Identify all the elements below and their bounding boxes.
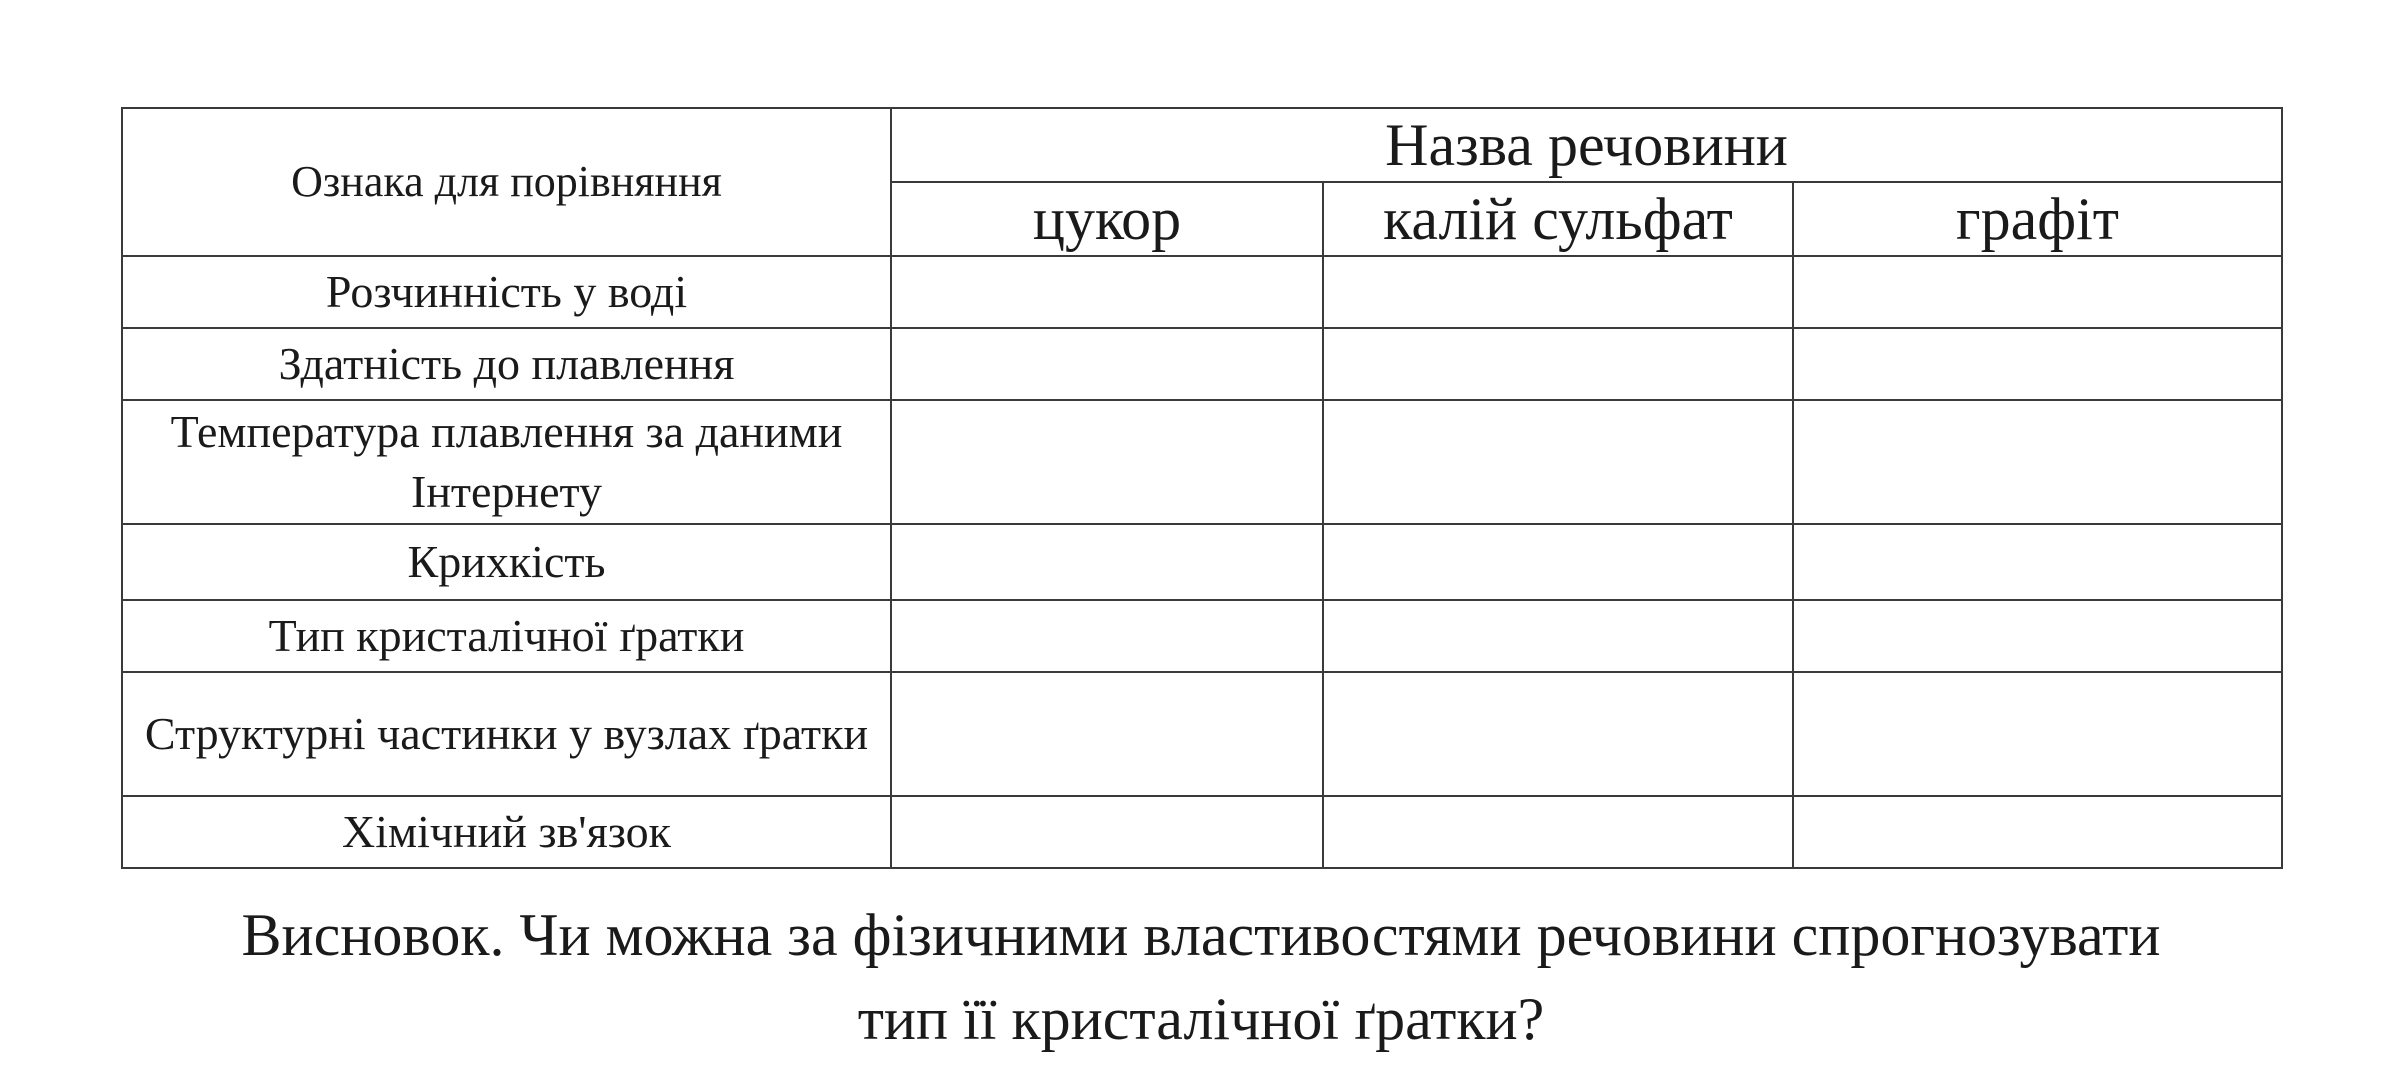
table-row (122, 672, 2282, 796)
table-row (122, 256, 2282, 328)
table-row (122, 328, 2282, 400)
row-label: Температура плавлення за даними Інтернету (122, 400, 891, 524)
substance-header-graphite: графіт (1793, 182, 2282, 256)
table-cell[interactable] (1323, 524, 1793, 600)
table-cell[interactable] (1793, 672, 2282, 796)
table-row (122, 600, 2282, 672)
table-row (122, 524, 2282, 600)
table-cell[interactable] (891, 328, 1323, 400)
row-label: Крихкість (122, 524, 891, 600)
table-cell[interactable] (1793, 400, 2282, 524)
table-cell[interactable] (1323, 672, 1793, 796)
conclusion-line-2: тип її кристалічної ґратки? (857, 986, 1545, 1052)
criteria-header: Ознака для порівняння (122, 108, 891, 256)
table-cell[interactable] (1323, 400, 1793, 524)
table-cell[interactable] (1793, 796, 2282, 868)
conclusion-line-1: Висновок. Чи можна за фізичними властивостями речовини спрогнозувати (241, 902, 2161, 968)
table-cell[interactable] (891, 524, 1323, 600)
table-cell[interactable] (1793, 328, 2282, 400)
conclusion-question (121, 893, 2281, 1061)
table-cell[interactable] (891, 400, 1323, 524)
table-cell[interactable] (1793, 524, 2282, 600)
table-cell[interactable] (1793, 600, 2282, 672)
table-cell[interactable] (891, 796, 1323, 868)
substance-header-sugar: цукор (891, 182, 1323, 256)
table-row (122, 400, 2282, 524)
table-cell[interactable] (1323, 600, 1793, 672)
row-label: Розчинність у воді (122, 256, 891, 328)
table-cell[interactable] (1323, 328, 1793, 400)
table-cell[interactable] (891, 256, 1323, 328)
comparison-table (121, 107, 2283, 869)
substance-header-potassium-sulfate: калій сульфат (1323, 182, 1793, 256)
row-label: Структурні частинки у вузлах ґратки (122, 672, 891, 796)
table-cell[interactable] (891, 672, 1323, 796)
row-label: Здатність до плавлення (122, 328, 891, 400)
table-cell[interactable] (1323, 796, 1793, 868)
row-label: Хімічний зв'язок (122, 796, 891, 868)
table-cell[interactable] (1793, 256, 2282, 328)
table-row (122, 796, 2282, 868)
row-label: Тип кристалічної ґратки (122, 600, 891, 672)
substance-group-header: Назва речовини (891, 108, 2282, 182)
table-cell[interactable] (891, 600, 1323, 672)
table-cell[interactable] (1323, 256, 1793, 328)
